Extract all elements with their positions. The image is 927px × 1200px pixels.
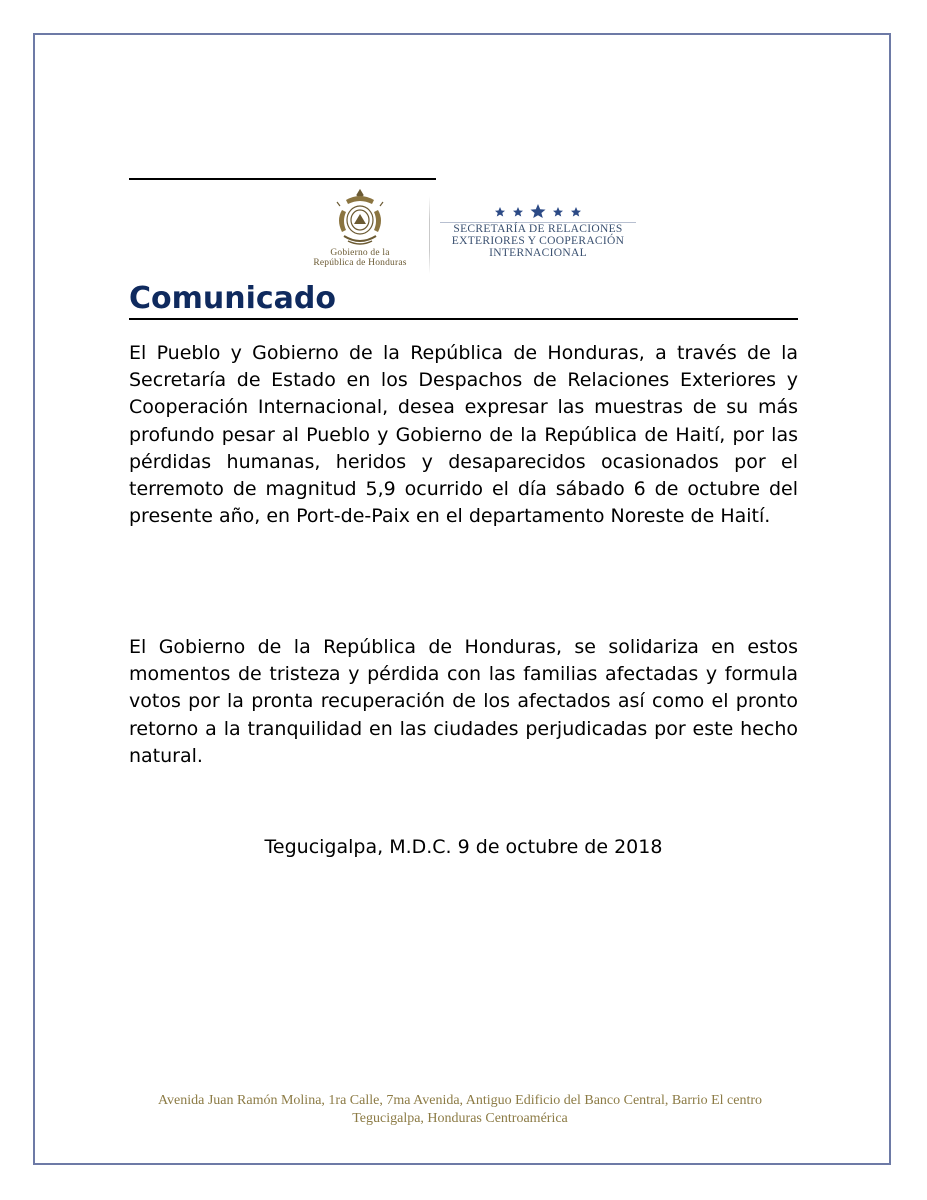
title-rule — [129, 318, 798, 320]
document-title: Comunicado — [129, 281, 336, 316]
ministry-name-line-2: EXTERIORES Y COOPERACIÓN — [451, 235, 625, 247]
paragraph-1: El Pueblo y Gobierno de la República de Honduras, a través de la Secretaría de Estado en los Despachos de Relaciones Exteriores y Cooperación Internacional, desea expresar las muestras de su más profundo pesar al Pueblo y Gobierno de la República de Haití, por las pérdidas humanas, heridos y desaparecidos ocasionados por el terremoto de magnitud 5,9 ocurrido el día sábado 6 de octubre del presente año, en Port-de-Paix en el departamento Noreste de Haití. — [129, 342, 798, 528]
government-name-line-2: República de Honduras — [313, 258, 407, 268]
government-name-line-1: Gobierno de la — [330, 248, 390, 258]
five-stars-icon — [493, 204, 583, 218]
footer-address — [60, 1092, 860, 1128]
footer-address-line-1: Avenida Juan Ramón Molina, 1ra Calle, 7ma Avenida, Antiguo Edificio del Banco Central, Barrio El centro — [157, 1093, 763, 1108]
letterhead-divider — [429, 196, 430, 274]
place-and-date: Tegucigalpa, M.D.C. 9 de octubre de 2018 — [264, 836, 663, 858]
government-letterhead — [294, 186, 426, 278]
paragraph-2: El Gobierno de la República de Honduras, se solidariza en estos momentos de tristeza y pérdida con las familias afectadas y formula votos por la pronta recuperación de los afectados así como el pronto retorno a la tranquilidad en las ciudades perjudicadas por este hecho natural. — [129, 636, 798, 767]
honduras-coat-of-arms-icon — [332, 186, 388, 248]
ministry-name-line-3: INTERNACIONAL — [489, 247, 587, 259]
page-border — [33, 33, 891, 1165]
header-rule — [129, 178, 436, 180]
ministry-letterhead — [438, 204, 638, 259]
ministry-name-line-1: SECRETARÍA DE RELACIONES — [453, 223, 623, 235]
footer-address-line-2: Tegucigalpa, Honduras Centroamérica — [352, 1111, 568, 1126]
